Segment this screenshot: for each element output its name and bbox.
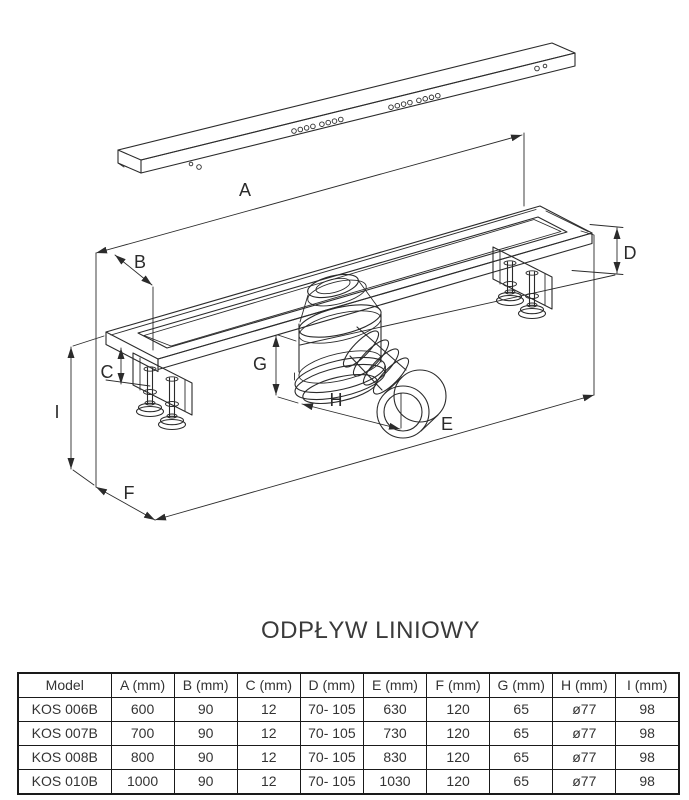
cell-model: KOS 008B	[18, 746, 111, 770]
col-header-b: B (mm)	[174, 673, 237, 698]
dim-label-h: H	[329, 390, 343, 410]
cell-h: ø77	[553, 770, 616, 795]
cell-d: 70- 105	[300, 722, 363, 746]
table-row	[18, 722, 679, 746]
cell-g: 65	[490, 722, 553, 746]
dimension-g	[253, 335, 298, 403]
table-header-row	[18, 673, 679, 698]
cell-f: 120	[427, 722, 490, 746]
cell-a: 600	[111, 698, 174, 722]
dimension-d	[572, 225, 637, 275]
cell-d: 70- 105	[300, 698, 363, 722]
cell-model: KOS 007B	[18, 722, 111, 746]
col-header-f: F (mm)	[427, 673, 490, 698]
cell-e: 830	[363, 746, 426, 770]
dimension-e	[155, 395, 594, 520]
dim-label-e: E	[440, 414, 454, 434]
cell-e: 730	[363, 722, 426, 746]
dimension-h	[302, 390, 401, 429]
cell-e: 1030	[363, 770, 426, 795]
cell-h: ø77	[553, 698, 616, 722]
cell-g: 65	[490, 698, 553, 722]
cell-c: 12	[237, 770, 300, 795]
cell-model: KOS 006B	[18, 698, 111, 722]
cell-b: 90	[174, 698, 237, 722]
cell-g: 65	[490, 746, 553, 770]
col-header-a: A (mm)	[111, 673, 174, 698]
channel-tray	[106, 206, 592, 372]
cell-i: 98	[616, 722, 679, 746]
cell-b: 90	[174, 722, 237, 746]
cell-d: 70- 105	[300, 770, 363, 795]
cell-c: 12	[237, 746, 300, 770]
dim-label-c: C	[100, 362, 114, 382]
dim-label-b: B	[133, 252, 147, 272]
cell-d: 70- 105	[300, 746, 363, 770]
cell-a: 1000	[111, 770, 174, 795]
left-feet-assembly	[133, 353, 192, 430]
cell-h: ø77	[553, 746, 616, 770]
cell-model: KOS 010B	[18, 770, 111, 795]
dim-label-g: G	[252, 354, 268, 374]
table-row	[18, 698, 679, 722]
cell-b: 90	[174, 770, 237, 795]
cell-a: 800	[111, 746, 174, 770]
cell-e: 630	[363, 698, 426, 722]
dim-label-i: I	[54, 402, 60, 422]
col-header-model: Model	[18, 673, 111, 698]
table-row	[18, 746, 679, 770]
cell-g: 65	[490, 770, 553, 795]
table-row	[18, 770, 679, 795]
dimension-f	[96, 483, 155, 520]
cell-i: 98	[616, 698, 679, 722]
col-header-i: I (mm)	[616, 673, 679, 698]
cell-c: 12	[237, 698, 300, 722]
cell-c: 12	[237, 722, 300, 746]
cell-f: 120	[427, 770, 490, 795]
cell-f: 120	[427, 698, 490, 722]
dim-label-f: F	[123, 483, 135, 503]
dimension-i	[54, 336, 104, 485]
cover-grate	[118, 43, 575, 173]
col-header-e: E (mm)	[363, 673, 426, 698]
cell-f: 120	[427, 746, 490, 770]
outlet-pipe	[339, 327, 446, 438]
cell-b: 90	[174, 746, 237, 770]
dimension-a	[96, 133, 524, 253]
dimensions-table	[17, 672, 680, 795]
page-title: ODPŁYW LINIOWY	[260, 617, 481, 644]
dimension-c	[101, 348, 151, 386]
col-header-h: H (mm)	[553, 673, 616, 698]
col-header-g: G (mm)	[490, 673, 553, 698]
dimension-b	[115, 252, 153, 350]
cell-a: 700	[111, 722, 174, 746]
dim-label-d: D	[623, 243, 637, 263]
cell-h: ø77	[553, 722, 616, 746]
dim-label-a: A	[238, 180, 252, 200]
col-header-d: D (mm)	[300, 673, 363, 698]
col-header-c: C (mm)	[237, 673, 300, 698]
cell-i: 98	[616, 770, 679, 795]
cell-i: 98	[616, 746, 679, 770]
